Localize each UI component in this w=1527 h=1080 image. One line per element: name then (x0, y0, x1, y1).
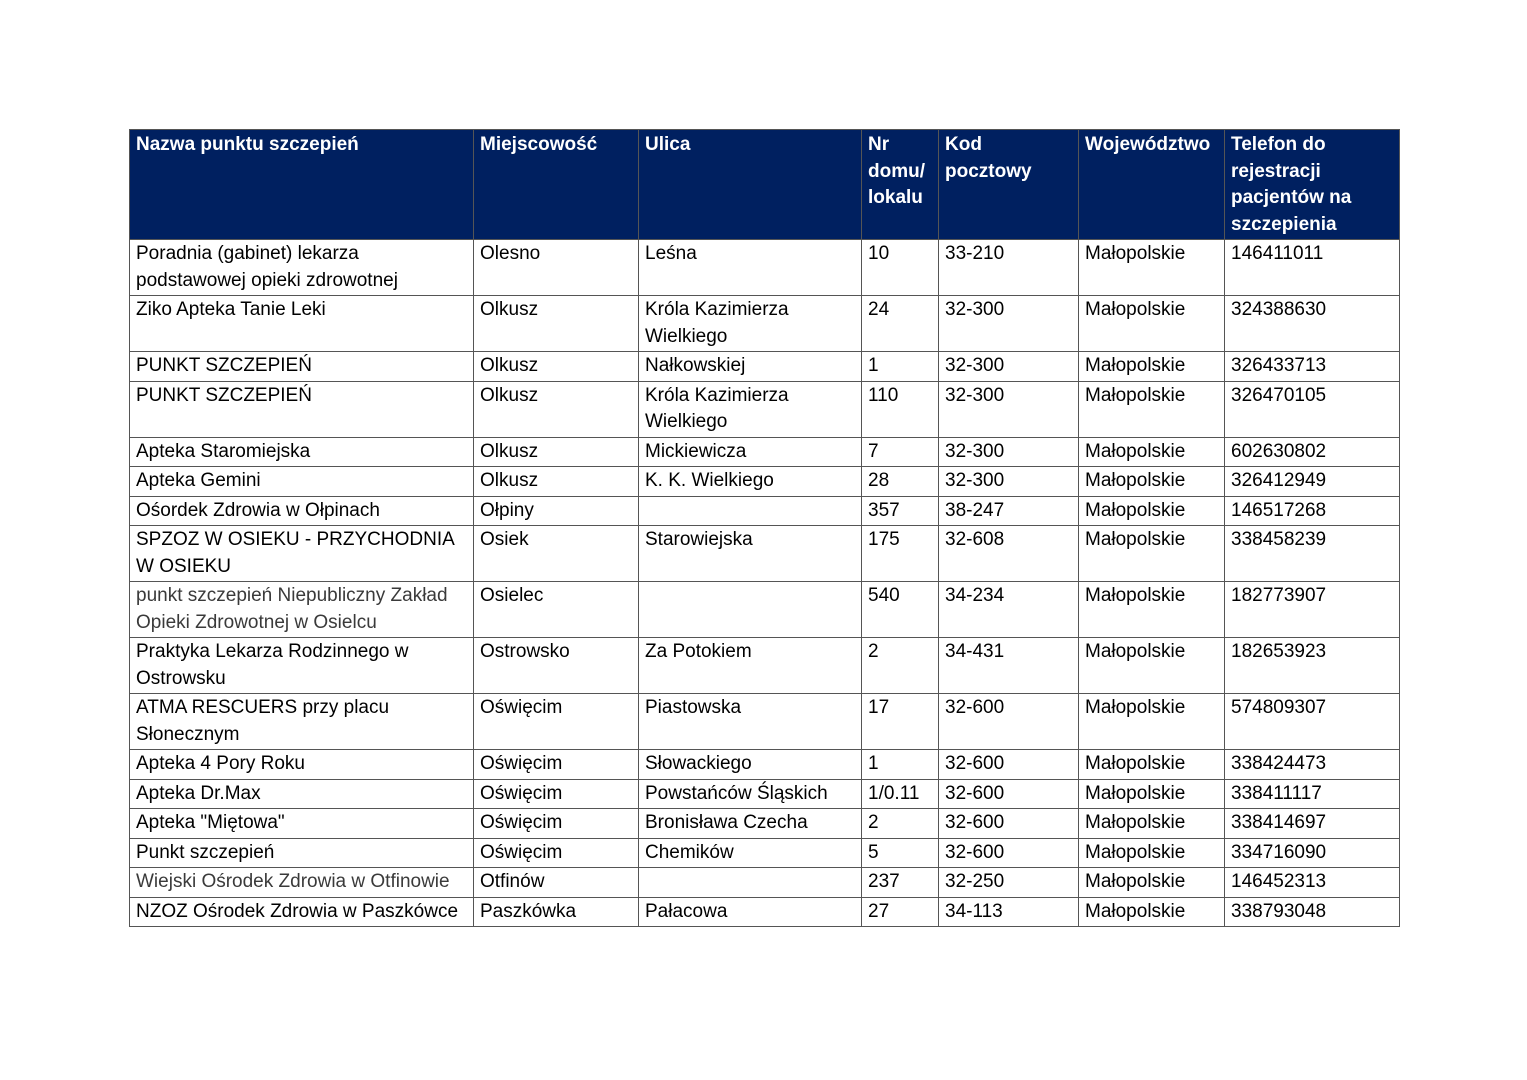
cell-nazwa: Apteka "Miętowa" (130, 809, 474, 839)
cell-nr-domu: 1 (862, 352, 939, 382)
table-row (130, 526, 1400, 582)
cell-kod-pocztowy: 32-600 (939, 809, 1079, 839)
cell-ulica: Słowackiego (639, 750, 862, 780)
cell-nazwa: Wiejski Ośrodek Zdrowia w Otfinowie (130, 868, 474, 898)
cell-kod-pocztowy: 32-600 (939, 838, 1079, 868)
cell-telefon: 602630802 (1225, 437, 1400, 467)
cell-miejscowosc: Oświęcim (474, 809, 639, 839)
table-row (130, 838, 1400, 868)
cell-miejscowosc: Oświęcim (474, 750, 639, 780)
cell-nazwa: Ośordek Zdrowia w Ołpinach (130, 496, 474, 526)
header-miejscowosc: Miejscowość (474, 130, 639, 240)
cell-miejscowosc: Paszkówka (474, 897, 639, 927)
cell-nr-domu: 17 (862, 694, 939, 750)
cell-wojewodztwo: Małopolskie (1079, 694, 1225, 750)
cell-wojewodztwo: Małopolskie (1079, 296, 1225, 352)
cell-ulica (639, 868, 862, 898)
cell-telefon: 324388630 (1225, 296, 1400, 352)
cell-nazwa: ATMA RESCUERS przy placu Słonecznym (130, 694, 474, 750)
cell-miejscowosc: Olkusz (474, 381, 639, 437)
cell-nazwa: PUNKT SZCZEPIEŃ (130, 381, 474, 437)
table-row (130, 381, 1400, 437)
table-row (130, 352, 1400, 382)
cell-telefon: 338414697 (1225, 809, 1400, 839)
cell-nr-domu: 10 (862, 240, 939, 296)
cell-kod-pocztowy: 32-300 (939, 352, 1079, 382)
table-row (130, 240, 1400, 296)
table-row (130, 582, 1400, 638)
cell-nr-domu: 175 (862, 526, 939, 582)
cell-miejscowosc: Oświęcim (474, 779, 639, 809)
cell-nr-domu: 237 (862, 868, 939, 898)
cell-kod-pocztowy: 32-300 (939, 296, 1079, 352)
cell-nr-domu: 357 (862, 496, 939, 526)
header-nazwa: Nazwa punktu szczepień (130, 130, 474, 240)
header-telefon: Telefon do rejestracji pacjentów na szczepienia (1225, 130, 1400, 240)
cell-wojewodztwo: Małopolskie (1079, 779, 1225, 809)
cell-kod-pocztowy: 34-113 (939, 897, 1079, 927)
cell-wojewodztwo: Małopolskie (1079, 352, 1225, 382)
cell-ulica: Mickiewicza (639, 437, 862, 467)
cell-nazwa: NZOZ Ośrodek Zdrowia w Paszkówce (130, 897, 474, 927)
cell-kod-pocztowy: 38-247 (939, 496, 1079, 526)
cell-nazwa: punkt szczepień Niepubliczny Zakład Opieki Zdrowotnej w Osielcu (130, 582, 474, 638)
cell-kod-pocztowy: 32-300 (939, 437, 1079, 467)
cell-telefon: 146411011 (1225, 240, 1400, 296)
table-row (130, 467, 1400, 497)
cell-miejscowosc: Osiek (474, 526, 639, 582)
cell-wojewodztwo: Małopolskie (1079, 467, 1225, 497)
cell-ulica: Nałkowskiej (639, 352, 862, 382)
cell-miejscowosc: Ołpiny (474, 496, 639, 526)
cell-telefon: 326412949 (1225, 467, 1400, 497)
cell-wojewodztwo: Małopolskie (1079, 750, 1225, 780)
cell-telefon: 146452313 (1225, 868, 1400, 898)
header-nr-domu: Nr domu/ lokalu (862, 130, 939, 240)
cell-nazwa: Apteka Dr.Max (130, 779, 474, 809)
cell-telefon: 146517268 (1225, 496, 1400, 526)
cell-wojewodztwo: Małopolskie (1079, 638, 1225, 694)
cell-nr-domu: 2 (862, 638, 939, 694)
cell-nr-domu: 5 (862, 838, 939, 868)
cell-wojewodztwo: Małopolskie (1079, 897, 1225, 927)
cell-nazwa: Punkt szczepień (130, 838, 474, 868)
cell-ulica: Pałacowa (639, 897, 862, 927)
cell-nazwa: Apteka Staromiejska (130, 437, 474, 467)
vaccination-points-table (129, 129, 1400, 927)
cell-nr-domu: 24 (862, 296, 939, 352)
cell-ulica (639, 496, 862, 526)
cell-ulica: Za Potokiem (639, 638, 862, 694)
cell-ulica: Chemików (639, 838, 862, 868)
cell-telefon: 334716090 (1225, 838, 1400, 868)
table-row (130, 296, 1400, 352)
table-row (130, 868, 1400, 898)
cell-nr-domu: 1/0.11 (862, 779, 939, 809)
cell-ulica: Króla Kazimierza Wielkiego (639, 296, 862, 352)
cell-kod-pocztowy: 32-600 (939, 694, 1079, 750)
cell-telefon: 338793048 (1225, 897, 1400, 927)
cell-kod-pocztowy: 33-210 (939, 240, 1079, 296)
cell-ulica (639, 582, 862, 638)
table-row (130, 496, 1400, 526)
cell-ulica: Leśna (639, 240, 862, 296)
table-row (130, 638, 1400, 694)
table-row (130, 750, 1400, 780)
cell-telefon: 326433713 (1225, 352, 1400, 382)
cell-ulica: Króla Kazimierza Wielkiego (639, 381, 862, 437)
cell-ulica: Piastowska (639, 694, 862, 750)
cell-miejscowosc: Ostrowsko (474, 638, 639, 694)
table-row (130, 437, 1400, 467)
cell-wojewodztwo: Małopolskie (1079, 526, 1225, 582)
cell-ulica: Starowiejska (639, 526, 862, 582)
cell-miejscowosc: Olkusz (474, 437, 639, 467)
cell-kod-pocztowy: 32-300 (939, 467, 1079, 497)
cell-wojewodztwo: Małopolskie (1079, 582, 1225, 638)
cell-miejscowosc: Olkusz (474, 467, 639, 497)
cell-telefon: 574809307 (1225, 694, 1400, 750)
cell-nr-domu: 27 (862, 897, 939, 927)
cell-nr-domu: 28 (862, 467, 939, 497)
cell-ulica: Bronisława Czecha (639, 809, 862, 839)
cell-kod-pocztowy: 32-608 (939, 526, 1079, 582)
cell-miejscowosc: Olkusz (474, 296, 639, 352)
cell-kod-pocztowy: 32-600 (939, 779, 1079, 809)
cell-kod-pocztowy: 34-234 (939, 582, 1079, 638)
cell-wojewodztwo: Małopolskie (1079, 437, 1225, 467)
cell-nr-domu: 1 (862, 750, 939, 780)
cell-nr-domu: 2 (862, 809, 939, 839)
cell-nazwa: Poradnia (gabinet) lekarza podstawowej opieki zdrowotnej (130, 240, 474, 296)
cell-telefon: 338424473 (1225, 750, 1400, 780)
header-wojewodztwo: Województwo (1079, 130, 1225, 240)
cell-wojewodztwo: Małopolskie (1079, 809, 1225, 839)
cell-nr-domu: 7 (862, 437, 939, 467)
table-row (130, 809, 1400, 839)
cell-nazwa: PUNKT SZCZEPIEŃ (130, 352, 474, 382)
cell-miejscowosc: Oświęcim (474, 838, 639, 868)
cell-wojewodztwo: Małopolskie (1079, 838, 1225, 868)
table-row (130, 694, 1400, 750)
cell-wojewodztwo: Małopolskie (1079, 381, 1225, 437)
cell-miejscowosc: Oświęcim (474, 694, 639, 750)
cell-wojewodztwo: Małopolskie (1079, 868, 1225, 898)
table-row (130, 897, 1400, 927)
cell-nazwa: SPZOZ W OSIEKU - PRZYCHODNIA W OSIEKU (130, 526, 474, 582)
cell-kod-pocztowy: 32-300 (939, 381, 1079, 437)
header-kod-pocztowy: Kod pocztowy (939, 130, 1079, 240)
table-row (130, 779, 1400, 809)
cell-telefon: 338411117 (1225, 779, 1400, 809)
cell-nr-domu: 110 (862, 381, 939, 437)
cell-miejscowosc: Osielec (474, 582, 639, 638)
cell-nazwa: Ziko Apteka Tanie Leki (130, 296, 474, 352)
cell-telefon: 338458239 (1225, 526, 1400, 582)
cell-ulica: K. K. Wielkiego (639, 467, 862, 497)
cell-wojewodztwo: Małopolskie (1079, 496, 1225, 526)
table-header-row (130, 130, 1400, 240)
cell-miejscowosc: Olkusz (474, 352, 639, 382)
cell-telefon: 182773907 (1225, 582, 1400, 638)
cell-wojewodztwo: Małopolskie (1079, 240, 1225, 296)
cell-miejscowosc: Olesno (474, 240, 639, 296)
cell-miejscowosc: Otfinów (474, 868, 639, 898)
cell-kod-pocztowy: 32-600 (939, 750, 1079, 780)
cell-nazwa: Apteka 4 Pory Roku (130, 750, 474, 780)
header-ulica: Ulica (639, 130, 862, 240)
cell-telefon: 326470105 (1225, 381, 1400, 437)
cell-telefon: 182653923 (1225, 638, 1400, 694)
cell-kod-pocztowy: 32-250 (939, 868, 1079, 898)
cell-ulica: Powstańców Śląskich (639, 779, 862, 809)
cell-nazwa: Praktyka Lekarza Rodzinnego w Ostrowsku (130, 638, 474, 694)
cell-nazwa: Apteka Gemini (130, 467, 474, 497)
cell-nr-domu: 540 (862, 582, 939, 638)
cell-kod-pocztowy: 34-431 (939, 638, 1079, 694)
